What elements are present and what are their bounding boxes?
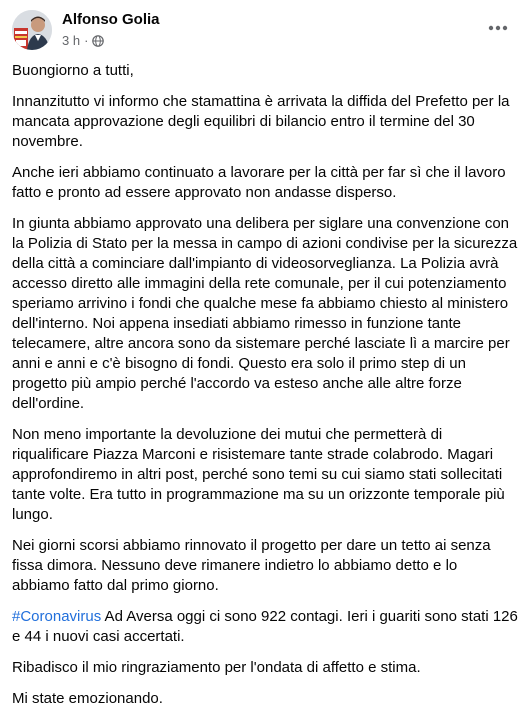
paragraph-greeting: Buongiorno a tutti, <box>12 62 134 79</box>
post-meta <box>62 33 104 49</box>
author-avatar[interactable] <box>12 10 52 50</box>
paragraph-prefetto: Innanzitutto vi informo che stamattina è arrivata la diffida del Prefetto per la mancata approvazione degli equilibri di bilancio entro il termine del 30 novembre. <box>12 93 510 150</box>
more-options-button[interactable] <box>480 10 516 46</box>
paragraph-mutui: Non meno importante la devoluzione dei mutui che permetterà di riqualificare Piazza Marconi e risistemare tante strade colabrodo. Magari approfondiremo in altri post, perché sono temi su cui siamo stati sollecitati tante volte. Era tutto in programmazione ma su un orizzonte temporale più lungo. <box>12 426 505 523</box>
author-name[interactable]: Alfonso Golia <box>62 11 160 28</box>
paragraph-senza-dimora: Nei giorni scorsi abbiamo rinnovato il progetto per dare un tetto ai senza fissa dimora. Nessuno deve rimanere indietro lo abbiamo detto e lo abbiamo fatto dal primo giorno. <box>12 537 491 594</box>
post-body <box>12 61 518 720</box>
hashtag-link[interactable]: #Coronavirus <box>12 608 102 625</box>
profile-photo <box>12 10 52 50</box>
post-header <box>12 8 520 56</box>
meta-separator: · <box>84 33 89 48</box>
coronavirus-text: Ad Aversa oggi ci sono 922 contagi. Ieri i guariti sono stati 126 e 44 i nuovi casi accertati. <box>12 608 518 645</box>
paragraph-emozionando: Mi state emozionando. <box>12 690 163 707</box>
paragraph-polizia: In giunta abbiamo approvato una delibera per siglare una convenzione con la Polizia di Stato per la messa in campo di azioni condivise per la sicurezza della città a cominciare dall'impianto di videosorveglianza. La Polizia avrà accesso diretto alle immagini della rete comunale, per il cui potenziamento speriamo arrivino i fondi che qualche mese fa abbiamo chiesto al ministero dell'interno. Noi appena insediati abbiamo rimesso in funzione tante telecamere, altre ancora sono da sistemare perché lasciate lì a marcire per anni e anni e c'è bisogno di fondi. Questo era solo il primo step di un progetto più ampio perché l'accordo va esteso anche alle altre forze dell'ordine. <box>12 215 518 412</box>
paragraph-ringraziamento: Ribadisco il mio ringraziamento per l'ondata di affetto e stima. <box>12 659 421 676</box>
globe-icon[interactable] <box>92 35 104 47</box>
paragraph-coronavirus <box>12 607 518 647</box>
paragraph-lavoro: Anche ieri abbiamo continuato a lavorare per la città per far sì che il lavoro fatto e pronto ad essere approvato non andasse disperso. <box>12 164 506 201</box>
post-timestamp[interactable]: 3 h <box>62 33 81 48</box>
more-options-icon <box>488 25 508 31</box>
